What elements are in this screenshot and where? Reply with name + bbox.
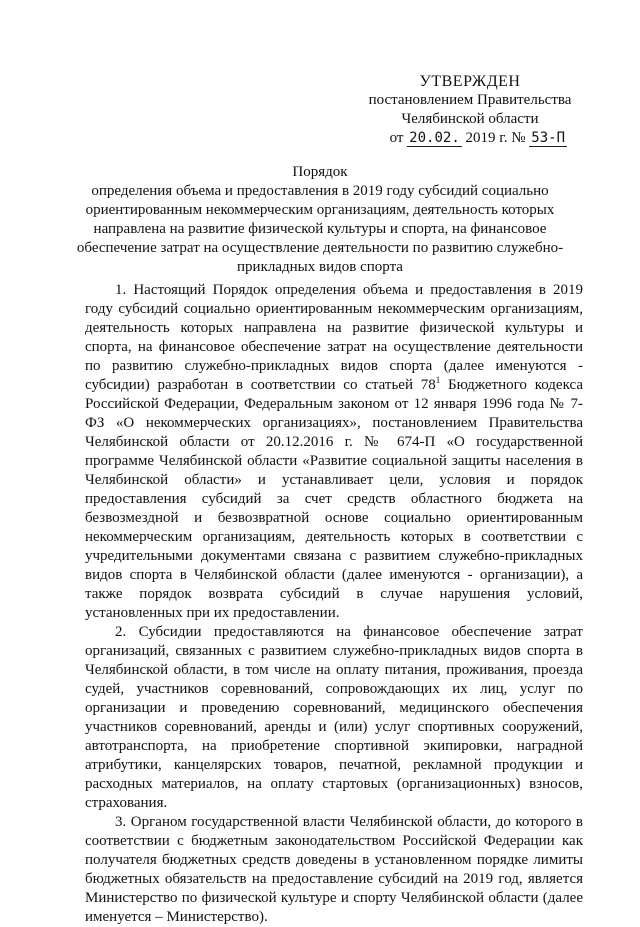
approval-line-1: постановлением Правительства — [368, 92, 572, 108]
year-text: 2019 г. № — [465, 130, 526, 146]
title-text: определения объема и предоставления в 2019 году субсидий социально ориентированным некоммерческим организациям, деятельность которых направлена на развитие физической культуры и спорта, на финансовое обеспечение затрат на осуществление деятельности по развитию служебно-прикладных видов спорта — [76, 183, 564, 275]
paragraph-1-text-a: 1. Настоящий Порядок определения объема и предоставления в 2019 году субсидий социально ориентированным некоммерческим организациям, деятельность которых направлена на развитие физической культуры и спорта, на финансовое обеспечение затрат на осуществление деятельности по развитию служебно-прикладных видов спорта (далее именуются - субсидии) разработан в соответствии со статьей 78 — [85, 282, 583, 393]
approval-line-2: Челябинской области — [401, 111, 539, 127]
approval-date-line — [355, 129, 585, 148]
date-prefix: от — [389, 130, 404, 146]
article-superscript: 1 — [435, 375, 441, 385]
approval-heading: УТВЕРЖДЕН — [419, 73, 521, 90]
document-body — [85, 281, 583, 927]
document-number: 53-П — [531, 130, 565, 146]
paragraph-3: 3. Органом государственной власти Челябинской области, до которого в соответствии с бюджетным законодательством Российской Федерации как получателя бюджетных средств доведены в установленном порядке лимиты бюджетных обязательств на предоставление субсидий на 2019 год, является Министерство по физической культуре и спорту Челябинской области (далее именуется – Министерство). — [85, 814, 583, 925]
title-heading: Порядок — [292, 164, 348, 180]
date-value: 20.02. — [409, 130, 460, 146]
paragraph-1-text-b: Бюджетного кодекса Российской Федерации, Федеральным законом от 12 января 1996 года № 7-ФЗ «О некоммерческих организациях», постановлением Правительства Челябинской области от 20.12.2016 г. № 674-П «О государственной программе Челябинской области «Развитие социальной защиты населения в Челябинской области» и устанавливает цели, условия и порядок предоставления субсидий за счет средств областного бюджета на безвозмездной и безвозвратной основе социально ориентированным некоммерческим организациям, деятельность которых в соответствии с учредительными документами связана с развитием служебно-прикладных видов спорта в Челябинской области (далее именуются - организации), а также порядок возврата субсидий в случае нарушения условий, установленных при их предоставлении. — [85, 377, 583, 621]
paragraph-2: 2. Субсидии предоставляются на финансовое обеспечение затрат организаций, связанных с развитием служебно-прикладных видов спорта в Челябинской области, в том числе на оплату питания, проживания, проезда судей, участников соревнований, сопровождающих их лиц, услуг по организации и проведению соревнований, медицинского обеспечения участников соревнований, аренды и (или) услуг спортивных сооружений, автотранспорта, на приобретение спортивной экипировки, наградной атрибутики, канцелярских товаров, печатной, рекламной продукции и расходных материалов, на оплату стартовых (организационных) взносов, страхования. — [85, 624, 583, 811]
paragraph-1 — [85, 281, 583, 623]
document-title — [70, 163, 570, 277]
approval-block — [355, 72, 585, 148]
